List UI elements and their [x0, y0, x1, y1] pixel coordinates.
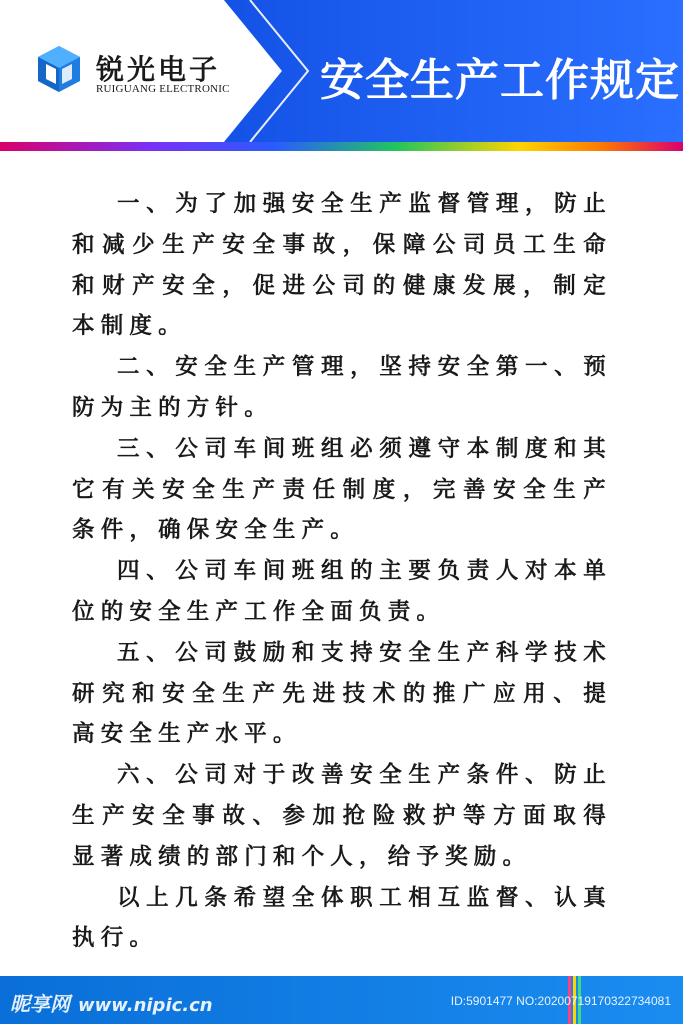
paragraph-2: 二、安全生产管理，坚持安全第一、预防为主的方针。 — [72, 354, 612, 421]
watermark-name: 昵享网 — [10, 992, 70, 1016]
brand-name: 锐光电子 — [96, 53, 221, 86]
image-id: ID:5901477 NO:20200719170322734081 — [450, 994, 671, 1008]
brand-english-name: RUIGUANG ELECTRONIC — [96, 83, 230, 95]
paragraph-4: 四、公司车间班组的主要负责人对本单位的安全生产工作全面负责。 — [72, 558, 612, 625]
paragraph-1: 一、为了加强安全生产监督管理，防止和减少生产安全事故，保障公司员工生命和财产安全，促进公司的健康发展，制定本制度。 — [72, 191, 612, 340]
paragraph-6: 六、公司对于改善安全生产条件、防止生产安全事故、参加抢险救护等方面取得显著成绩的部门和个人，给予奖励。 — [72, 762, 612, 870]
footer-bar — [0, 976, 683, 1024]
regulation-text — [72, 184, 612, 959]
header — [0, 0, 683, 142]
cube-logo-icon — [34, 44, 84, 94]
page-title: 安全生产工作规定 — [320, 55, 680, 106]
rainbow-divider — [0, 142, 683, 151]
paragraph-5: 五、公司鼓励和支持安全生产科学技术研究和安全生产先进技术的推广应用、提高安全生产水平。 — [72, 639, 612, 748]
paragraph-3: 三、公司车间班组必须遵守本制度和其它有关安全生产责任制度，完善安全生产条件，确保安全生产。 — [72, 435, 612, 544]
watermark-url: www.nipic.cn — [78, 995, 213, 1016]
watermark — [10, 988, 213, 1017]
paragraph-closing: 以上几条希望全体职工相互监督、认真执行。 — [72, 884, 612, 952]
